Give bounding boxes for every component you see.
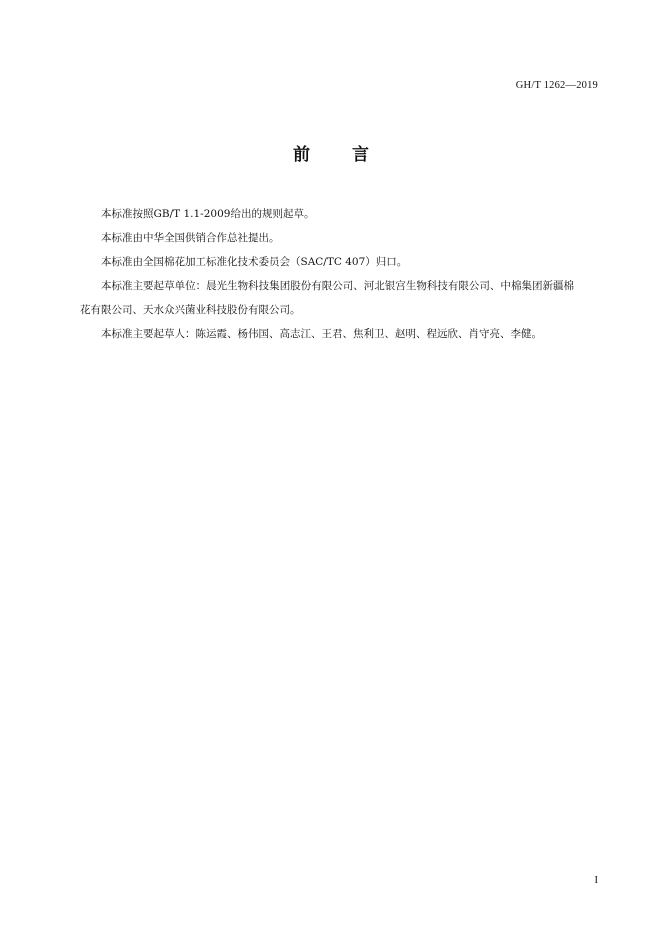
- paragraph-technical-committee: 本标准由全国棉花加工标准化技术委员会（SAC/TC 407）归口。: [101, 256, 408, 268]
- paragraph-proposer: 本标准由中华全国供销合作总社提出。: [101, 232, 280, 244]
- body-text: [80, 202, 574, 346]
- page-title: 前 言: [293, 145, 387, 165]
- paragraph-drafting-organizations: 本标准主要起草单位：晨光生物科技集团股份有限公司、河北银宫生物科技有限公司、中棉集团新疆棉花有限公司、天水众兴菌业科技股份有限公司。: [80, 280, 574, 316]
- paragraph-drafting-rules: 本标准按照GB/T 1.1-2009给出的规则起草。: [101, 208, 315, 220]
- document-code: GH/T 1262—2019: [515, 80, 598, 91]
- page-number: I: [594, 875, 598, 886]
- paragraph-drafters: 本标准主要起草人：陈运霞、杨伟国、高志江、王君、焦利卫、赵明、程远欣、肖守亮、李健。: [101, 328, 542, 340]
